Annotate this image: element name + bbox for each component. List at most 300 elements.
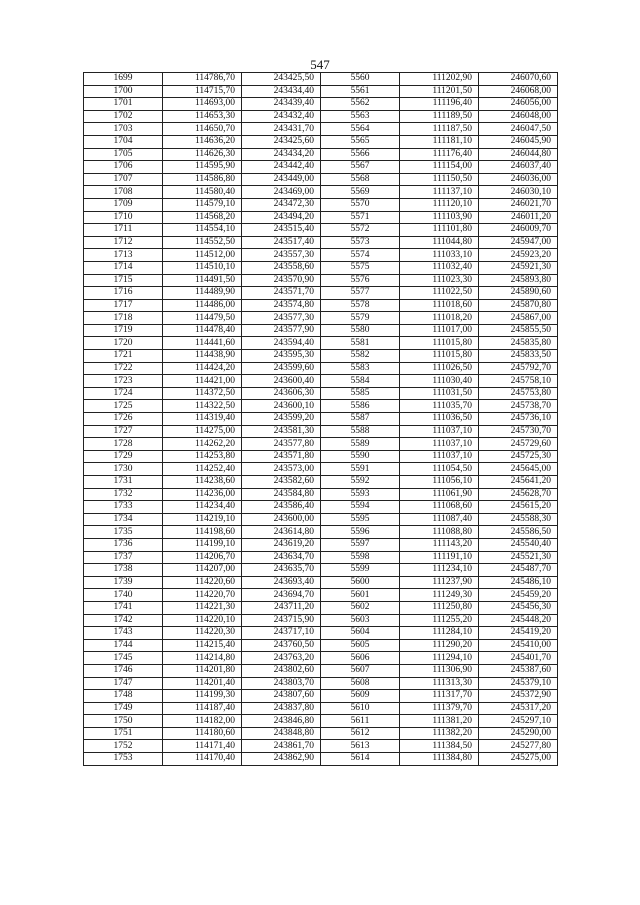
y-coordinate-cell: 245628,70 (479, 488, 558, 501)
table-row (84, 627, 558, 640)
table-row (84, 513, 558, 526)
coordinates-table (83, 72, 558, 766)
x-coordinate-cell: 114252,40 (163, 463, 242, 476)
point-number-cell: 1720 (84, 337, 163, 350)
y-coordinate-cell: 246070,60 (479, 73, 558, 86)
y-coordinate-cell: 245588,30 (479, 513, 558, 526)
x-coordinate-cell: 114568,20 (163, 211, 242, 224)
point-number-cell: 1741 (84, 601, 163, 614)
y-coordinate-cell: 245297,10 (479, 715, 558, 728)
point-number-cell: 5574 (321, 249, 400, 262)
point-number-cell: 5583 (321, 362, 400, 375)
x-coordinate-cell: 114180,60 (163, 727, 242, 740)
point-number-cell: 5596 (321, 526, 400, 539)
y-coordinate-cell: 243469,00 (242, 186, 321, 199)
y-coordinate-cell: 243434,20 (242, 148, 321, 161)
y-coordinate-cell: 246021,70 (479, 198, 558, 211)
point-number-cell: 1745 (84, 652, 163, 665)
point-number-cell: 1742 (84, 614, 163, 627)
y-coordinate-cell: 245372,90 (479, 690, 558, 703)
point-number-cell: 1704 (84, 135, 163, 148)
point-number-cell: 1743 (84, 627, 163, 640)
point-number-cell: 1753 (84, 753, 163, 766)
point-number-cell: 5606 (321, 652, 400, 665)
x-coordinate-cell: 114236,00 (163, 488, 242, 501)
y-coordinate-cell: 243472,30 (242, 198, 321, 211)
point-number-cell: 1715 (84, 274, 163, 287)
y-coordinate-cell: 243606,30 (242, 387, 321, 400)
y-coordinate-cell: 245870,80 (479, 299, 558, 312)
point-number-cell: 5602 (321, 601, 400, 614)
y-coordinate-cell: 245290,00 (479, 727, 558, 740)
y-coordinate-cell: 243570,90 (242, 274, 321, 287)
y-coordinate-cell: 243571,80 (242, 450, 321, 463)
point-number-cell: 1729 (84, 450, 163, 463)
y-coordinate-cell: 243802,60 (242, 664, 321, 677)
x-coordinate-cell: 114438,90 (163, 350, 242, 363)
point-number-cell: 5562 (321, 98, 400, 111)
y-coordinate-cell: 243439,40 (242, 98, 321, 111)
point-number-cell: 1711 (84, 224, 163, 237)
x-coordinate-cell: 114198,60 (163, 526, 242, 539)
point-number-cell: 5599 (321, 564, 400, 577)
y-coordinate-cell: 246037,40 (479, 161, 558, 174)
y-coordinate-cell: 245893,80 (479, 274, 558, 287)
point-number-cell: 1727 (84, 425, 163, 438)
x-coordinate-cell: 114215,40 (163, 639, 242, 652)
point-number-cell: 1708 (84, 186, 163, 199)
point-number-cell: 5593 (321, 488, 400, 501)
table-row (84, 362, 558, 375)
x-coordinate-cell: 111137,10 (400, 186, 479, 199)
y-coordinate-cell: 243599,20 (242, 413, 321, 426)
y-coordinate-cell: 243711,20 (242, 601, 321, 614)
y-coordinate-cell: 245410,00 (479, 639, 558, 652)
x-coordinate-cell: 111384,80 (400, 753, 479, 766)
x-coordinate-cell: 111181,10 (400, 135, 479, 148)
y-coordinate-cell: 245521,30 (479, 551, 558, 564)
y-coordinate-cell: 245835,80 (479, 337, 558, 350)
y-coordinate-cell: 243517,40 (242, 236, 321, 249)
y-coordinate-cell: 243581,30 (242, 425, 321, 438)
point-number-cell: 5586 (321, 400, 400, 413)
point-number-cell: 1699 (84, 73, 163, 86)
x-coordinate-cell: 114486,00 (163, 299, 242, 312)
y-coordinate-cell: 245586,50 (479, 526, 558, 539)
table-row (84, 198, 558, 211)
point-number-cell: 1732 (84, 488, 163, 501)
y-coordinate-cell: 243803,70 (242, 677, 321, 690)
point-number-cell: 5565 (321, 135, 400, 148)
x-coordinate-cell: 111150,50 (400, 173, 479, 186)
x-coordinate-cell: 111249,30 (400, 589, 479, 602)
table-row (84, 463, 558, 476)
point-number-cell: 1750 (84, 715, 163, 728)
table-row (84, 652, 558, 665)
point-number-cell: 5592 (321, 476, 400, 489)
point-number-cell: 1738 (84, 564, 163, 577)
y-coordinate-cell: 245753,80 (479, 387, 558, 400)
x-coordinate-cell: 111036,50 (400, 413, 479, 426)
point-number-cell: 5588 (321, 425, 400, 438)
x-coordinate-cell: 114512,00 (163, 249, 242, 262)
point-number-cell: 1710 (84, 211, 163, 224)
x-coordinate-cell: 114372,50 (163, 387, 242, 400)
y-coordinate-cell: 246030,10 (479, 186, 558, 199)
x-coordinate-cell: 114220,10 (163, 614, 242, 627)
point-number-cell: 1740 (84, 589, 163, 602)
y-coordinate-cell: 245419,20 (479, 627, 558, 640)
y-coordinate-cell: 243693,40 (242, 576, 321, 589)
x-coordinate-cell: 111176,40 (400, 148, 479, 161)
point-number-cell: 5575 (321, 261, 400, 274)
x-coordinate-cell: 114221,30 (163, 601, 242, 614)
y-coordinate-cell: 245729,60 (479, 438, 558, 451)
x-coordinate-cell: 111313,30 (400, 677, 479, 690)
table-row (84, 702, 558, 715)
point-number-cell: 1725 (84, 400, 163, 413)
y-coordinate-cell: 245317,20 (479, 702, 558, 715)
y-coordinate-cell: 245387,60 (479, 664, 558, 677)
x-coordinate-cell: 114552,50 (163, 236, 242, 249)
table-row (84, 664, 558, 677)
table-row (84, 98, 558, 111)
x-coordinate-cell: 114580,40 (163, 186, 242, 199)
point-number-cell: 1709 (84, 198, 163, 211)
y-coordinate-cell: 245401,70 (479, 652, 558, 665)
x-coordinate-cell: 111061,90 (400, 488, 479, 501)
point-number-cell: 5589 (321, 438, 400, 451)
point-number-cell: 1733 (84, 501, 163, 514)
table-row (84, 488, 558, 501)
x-coordinate-cell: 114253,80 (163, 450, 242, 463)
table-row (84, 400, 558, 413)
point-number-cell: 5594 (321, 501, 400, 514)
x-coordinate-cell: 111384,50 (400, 740, 479, 753)
y-coordinate-cell: 243635,70 (242, 564, 321, 577)
point-number-cell: 5601 (321, 589, 400, 602)
x-coordinate-cell: 114579,10 (163, 198, 242, 211)
table-row (84, 425, 558, 438)
table-row (84, 715, 558, 728)
table-row (84, 299, 558, 312)
x-coordinate-cell: 111196,40 (400, 98, 479, 111)
point-number-cell: 5607 (321, 664, 400, 677)
y-coordinate-cell: 245890,60 (479, 287, 558, 300)
table-row (84, 135, 558, 148)
x-coordinate-cell: 111294,10 (400, 652, 479, 665)
x-coordinate-cell: 111087,40 (400, 513, 479, 526)
x-coordinate-cell: 114650,70 (163, 123, 242, 136)
point-number-cell: 5563 (321, 110, 400, 123)
table-row (84, 110, 558, 123)
x-coordinate-cell: 114207,00 (163, 564, 242, 577)
x-coordinate-cell: 114234,40 (163, 501, 242, 514)
y-coordinate-cell: 245855,50 (479, 324, 558, 337)
table-row (84, 324, 558, 337)
table-row (84, 740, 558, 753)
x-coordinate-cell: 111068,60 (400, 501, 479, 514)
y-coordinate-cell: 243600,40 (242, 375, 321, 388)
y-coordinate-cell: 243432,40 (242, 110, 321, 123)
x-coordinate-cell: 114214,80 (163, 652, 242, 665)
y-coordinate-cell: 245540,40 (479, 538, 558, 551)
y-coordinate-cell: 243425,60 (242, 135, 321, 148)
y-coordinate-cell: 243837,80 (242, 702, 321, 715)
point-number-cell: 5591 (321, 463, 400, 476)
x-coordinate-cell: 114262,20 (163, 438, 242, 451)
x-coordinate-cell: 111088,80 (400, 526, 479, 539)
x-coordinate-cell: 111103,90 (400, 211, 479, 224)
y-coordinate-cell: 243694,70 (242, 589, 321, 602)
y-coordinate-cell: 243594,40 (242, 337, 321, 350)
x-coordinate-cell: 111030,40 (400, 375, 479, 388)
point-number-cell: 5584 (321, 375, 400, 388)
point-number-cell: 5560 (321, 73, 400, 86)
point-number-cell: 5595 (321, 513, 400, 526)
y-coordinate-cell: 243494,20 (242, 211, 321, 224)
y-coordinate-cell: 246045,90 (479, 135, 558, 148)
x-coordinate-cell: 114489,90 (163, 287, 242, 300)
point-number-cell: 5608 (321, 677, 400, 690)
y-coordinate-cell: 243861,70 (242, 740, 321, 753)
table-row (84, 350, 558, 363)
page-number: 547 (310, 57, 330, 72)
point-number-cell: 1702 (84, 110, 163, 123)
point-number-cell: 1746 (84, 664, 163, 677)
y-coordinate-cell: 245615,20 (479, 501, 558, 514)
y-coordinate-cell: 243763,20 (242, 652, 321, 665)
x-coordinate-cell: 114322,50 (163, 400, 242, 413)
table-row (84, 727, 558, 740)
x-coordinate-cell: 111187,50 (400, 123, 479, 136)
y-coordinate-cell: 243558,60 (242, 261, 321, 274)
point-number-cell: 5569 (321, 186, 400, 199)
x-coordinate-cell: 111290,20 (400, 639, 479, 652)
x-coordinate-cell: 111381,20 (400, 715, 479, 728)
point-number-cell: 1747 (84, 677, 163, 690)
y-coordinate-cell: 243574,80 (242, 299, 321, 312)
y-coordinate-cell: 245792,70 (479, 362, 558, 375)
x-coordinate-cell: 111317,70 (400, 690, 479, 703)
y-coordinate-cell: 245947,00 (479, 236, 558, 249)
point-number-cell: 1731 (84, 476, 163, 489)
point-number-cell: 5610 (321, 702, 400, 715)
y-coordinate-cell: 243715,90 (242, 614, 321, 627)
y-coordinate-cell: 245921,30 (479, 261, 558, 274)
y-coordinate-cell: 243582,60 (242, 476, 321, 489)
y-coordinate-cell: 243595,30 (242, 350, 321, 363)
point-number-cell: 1718 (84, 312, 163, 325)
table-row (84, 677, 558, 690)
y-coordinate-cell: 243557,30 (242, 249, 321, 262)
y-coordinate-cell: 243600,00 (242, 513, 321, 526)
x-coordinate-cell: 114491,50 (163, 274, 242, 287)
point-number-cell: 5581 (321, 337, 400, 350)
x-coordinate-cell: 111120,10 (400, 198, 479, 211)
table-row (84, 224, 558, 237)
x-coordinate-cell: 111017,00 (400, 324, 479, 337)
y-coordinate-cell: 243599,60 (242, 362, 321, 375)
point-number-cell: 1749 (84, 702, 163, 715)
x-coordinate-cell: 114636,20 (163, 135, 242, 148)
y-coordinate-cell: 243807,60 (242, 690, 321, 703)
point-number-cell: 5561 (321, 85, 400, 98)
table-row (84, 249, 558, 262)
x-coordinate-cell: 114201,80 (163, 664, 242, 677)
x-coordinate-cell: 114206,70 (163, 551, 242, 564)
point-number-cell: 5564 (321, 123, 400, 136)
y-coordinate-cell: 245641,20 (479, 476, 558, 489)
x-coordinate-cell: 111044,80 (400, 236, 479, 249)
point-number-cell: 5611 (321, 715, 400, 728)
x-coordinate-cell: 111237,90 (400, 576, 479, 589)
point-number-cell: 5572 (321, 224, 400, 237)
x-coordinate-cell: 111023,30 (400, 274, 479, 287)
point-number-cell: 1735 (84, 526, 163, 539)
point-number-cell: 5580 (321, 324, 400, 337)
x-coordinate-cell: 114171,40 (163, 740, 242, 753)
point-number-cell: 5600 (321, 576, 400, 589)
table-row (84, 73, 558, 86)
y-coordinate-cell: 243515,40 (242, 224, 321, 237)
y-coordinate-cell: 245456,30 (479, 601, 558, 614)
y-coordinate-cell: 245725,30 (479, 450, 558, 463)
x-coordinate-cell: 114182,00 (163, 715, 242, 728)
y-coordinate-cell: 243431,70 (242, 123, 321, 136)
x-coordinate-cell: 111018,20 (400, 312, 479, 325)
y-coordinate-cell: 243584,80 (242, 488, 321, 501)
y-coordinate-cell: 246011,20 (479, 211, 558, 224)
y-coordinate-cell: 243760,50 (242, 639, 321, 652)
y-coordinate-cell: 243577,90 (242, 324, 321, 337)
x-coordinate-cell: 111191,10 (400, 551, 479, 564)
y-coordinate-cell: 243619,20 (242, 538, 321, 551)
x-coordinate-cell: 111143,20 (400, 538, 479, 551)
x-coordinate-cell: 111234,10 (400, 564, 479, 577)
x-coordinate-cell: 111018,60 (400, 299, 479, 312)
x-coordinate-cell: 114275,00 (163, 425, 242, 438)
table-row (84, 438, 558, 451)
y-coordinate-cell: 246047,50 (479, 123, 558, 136)
point-number-cell: 1714 (84, 261, 163, 274)
y-coordinate-cell: 245736,10 (479, 413, 558, 426)
point-number-cell: 1713 (84, 249, 163, 262)
table-row (84, 601, 558, 614)
point-number-cell: 5612 (321, 727, 400, 740)
point-number-cell: 1730 (84, 463, 163, 476)
point-number-cell: 5614 (321, 753, 400, 766)
table-row (84, 85, 558, 98)
x-coordinate-cell: 111284,10 (400, 627, 479, 640)
x-coordinate-cell: 114220,70 (163, 589, 242, 602)
x-coordinate-cell: 114715,70 (163, 85, 242, 98)
x-coordinate-cell: 111101,80 (400, 224, 479, 237)
x-coordinate-cell: 114170,40 (163, 753, 242, 766)
x-coordinate-cell: 111033,10 (400, 249, 479, 262)
point-number-cell: 5598 (321, 551, 400, 564)
y-coordinate-cell: 246044,80 (479, 148, 558, 161)
y-coordinate-cell: 243848,80 (242, 727, 321, 740)
table-row (84, 551, 558, 564)
point-number-cell: 5579 (321, 312, 400, 325)
x-coordinate-cell: 111255,20 (400, 614, 479, 627)
point-number-cell: 1705 (84, 148, 163, 161)
x-coordinate-cell: 114653,30 (163, 110, 242, 123)
table-row (84, 564, 558, 577)
x-coordinate-cell: 114595,90 (163, 161, 242, 174)
y-coordinate-cell: 243862,90 (242, 753, 321, 766)
point-number-cell: 5570 (321, 198, 400, 211)
x-coordinate-cell: 114693,00 (163, 98, 242, 111)
y-coordinate-cell: 243425,50 (242, 73, 321, 86)
point-number-cell: 5605 (321, 639, 400, 652)
table-row (84, 450, 558, 463)
y-coordinate-cell: 246048,00 (479, 110, 558, 123)
y-coordinate-cell: 245738,70 (479, 400, 558, 413)
point-number-cell: 5587 (321, 413, 400, 426)
table-row (84, 538, 558, 551)
y-coordinate-cell: 243634,70 (242, 551, 321, 564)
y-coordinate-cell: 243573,00 (242, 463, 321, 476)
x-coordinate-cell: 114510,10 (163, 261, 242, 274)
x-coordinate-cell: 114554,10 (163, 224, 242, 237)
table-row (84, 236, 558, 249)
y-coordinate-cell: 245833,50 (479, 350, 558, 363)
point-number-cell: 1736 (84, 538, 163, 551)
y-coordinate-cell: 243442,40 (242, 161, 321, 174)
point-number-cell: 5585 (321, 387, 400, 400)
point-number-cell: 1726 (84, 413, 163, 426)
x-coordinate-cell: 114626,30 (163, 148, 242, 161)
y-coordinate-cell: 245448,20 (479, 614, 558, 627)
point-number-cell: 1739 (84, 576, 163, 589)
y-coordinate-cell: 245487,70 (479, 564, 558, 577)
point-number-cell: 1706 (84, 161, 163, 174)
table-row (84, 614, 558, 627)
point-number-cell: 5609 (321, 690, 400, 703)
point-number-cell: 5576 (321, 274, 400, 287)
x-coordinate-cell: 111037,10 (400, 438, 479, 451)
x-coordinate-cell: 114201,40 (163, 677, 242, 690)
y-coordinate-cell: 243846,80 (242, 715, 321, 728)
point-number-cell: 1728 (84, 438, 163, 451)
table-row (84, 375, 558, 388)
table-row (84, 387, 558, 400)
x-coordinate-cell: 114238,60 (163, 476, 242, 489)
x-coordinate-cell: 111250,80 (400, 601, 479, 614)
x-coordinate-cell: 114219,10 (163, 513, 242, 526)
y-coordinate-cell: 243717,10 (242, 627, 321, 640)
point-number-cell: 5603 (321, 614, 400, 627)
point-number-cell: 1744 (84, 639, 163, 652)
point-number-cell: 1701 (84, 98, 163, 111)
x-coordinate-cell: 114479,50 (163, 312, 242, 325)
point-number-cell: 1716 (84, 287, 163, 300)
x-coordinate-cell: 111202,90 (400, 73, 479, 86)
x-coordinate-cell: 111379,70 (400, 702, 479, 715)
table-row (84, 413, 558, 426)
x-coordinate-cell: 111382,20 (400, 727, 479, 740)
y-coordinate-cell: 245459,20 (479, 589, 558, 602)
table-row (84, 690, 558, 703)
y-coordinate-cell: 246009,70 (479, 224, 558, 237)
x-coordinate-cell: 114220,60 (163, 576, 242, 589)
x-coordinate-cell: 114421,00 (163, 375, 242, 388)
y-coordinate-cell: 245645,00 (479, 463, 558, 476)
point-number-cell: 1719 (84, 324, 163, 337)
table-row (84, 476, 558, 489)
